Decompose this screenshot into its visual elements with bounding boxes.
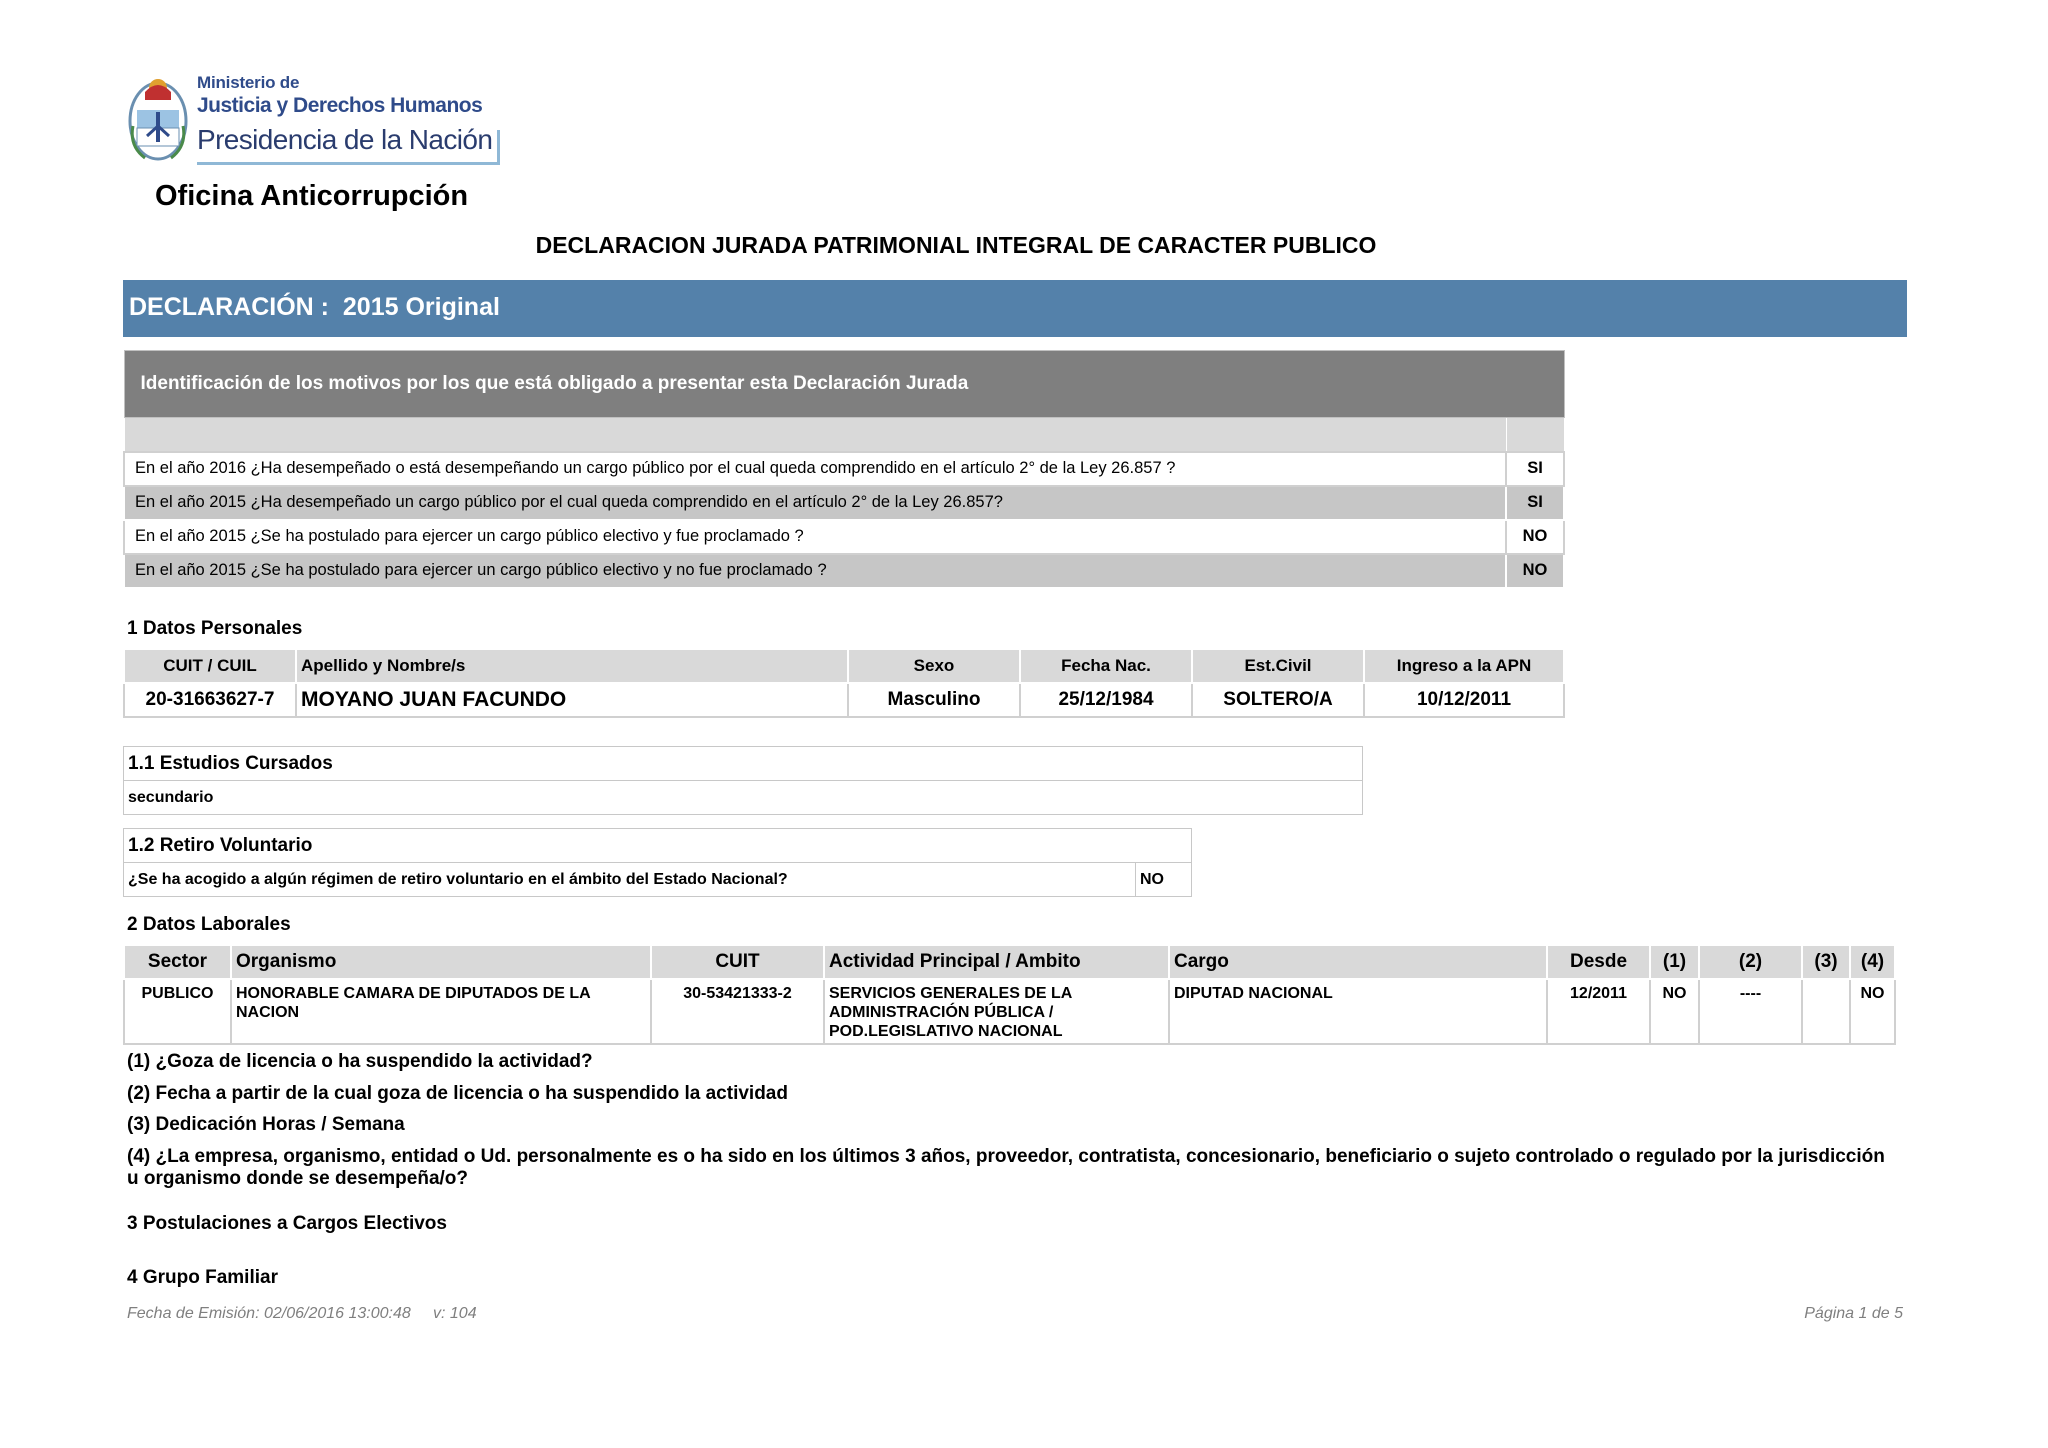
col-header: Ingreso a la APN: [1364, 649, 1564, 683]
ministry-logo: [127, 66, 507, 166]
motivos-answer: SI: [1506, 452, 1564, 486]
estudios-value: secundario: [124, 781, 1363, 815]
footnote-3: (3) Dedicación Horas / Semana: [127, 1114, 405, 1135]
civil-status-value: SOLTERO/A: [1192, 683, 1364, 717]
footnote-2: (2) Fecha a partir de la cual goza de licencia o ha suspendido la actividad: [127, 1083, 788, 1104]
cuit-value: 30-53421333-2: [651, 979, 824, 1044]
organismo-value: HONORABLE CAMARA DE DIPUTADOS DE LA NACION: [231, 979, 651, 1044]
col-header: Sector: [124, 945, 231, 979]
table-row: [124, 979, 1895, 1044]
col-header: Cargo: [1169, 945, 1547, 979]
version: v: 104: [433, 1305, 477, 1322]
declaration-label: DECLARACIÓN :: [129, 293, 329, 321]
col-header: Sexo: [848, 649, 1020, 683]
logo-line-3: Presidencia de la Nación: [197, 124, 493, 155]
section-title-postulaciones: 3 Postulaciones a Cargos Electivos: [127, 1213, 447, 1234]
estudios-table: [123, 746, 1363, 815]
birthdate-value: 25/12/1984: [1020, 683, 1192, 717]
logo-line-2: Justicia y Derechos Humanos: [197, 94, 483, 117]
apn-entry-value: 10/12/2011: [1364, 683, 1564, 717]
motivos-row: [124, 520, 1564, 554]
footnote-4: (4) ¿La empresa, organismo, entidad o Ud. personalmente es o ha sido en los últimos 3 años, proveedor, contratista, concesionario, beneficiario o sujeto controlado o regulado por la jurisdicción u organismo donde se desempeña/o?: [127, 1146, 1885, 1189]
col-header: Desde: [1547, 945, 1650, 979]
motivos-header: Identificación de los motivos por los que está obligado a presentar esta Declaración Jurada: [124, 351, 1564, 418]
logo-underline: [197, 162, 499, 165]
office-title: Oficina Anticorrupción: [155, 180, 469, 212]
footnote-1: (1) ¿Goza de licencia o ha suspendido la actividad?: [127, 1051, 593, 1072]
table-row: [124, 683, 1564, 717]
col-header: Apellido y Nombre/s: [296, 649, 848, 683]
page-number: Página 1 de 5: [1804, 1305, 1903, 1322]
section-title-estudios: 1.1 Estudios Cursados: [124, 747, 1363, 781]
col-header: Organismo: [231, 945, 651, 979]
argentina-coat-of-arms-icon: [127, 66, 189, 166]
personales-table: [123, 648, 1565, 718]
cuit-value: 20-31663627-7: [124, 683, 296, 717]
motivos-answer: NO: [1506, 520, 1564, 554]
section-title-personales: 1 Datos Personales: [127, 618, 303, 639]
motivos-answer: SI: [1506, 486, 1564, 520]
emission-date: Fecha de Emisión: 02/06/2016 13:00:48: [127, 1305, 411, 1322]
sector-value: PUBLICO: [124, 979, 231, 1044]
motivos-question: En el año 2015 ¿Se ha postulado para ejercer un cargo público electivo y no fue proclamado ?: [124, 554, 1506, 588]
retiro-answer: NO: [1136, 863, 1192, 897]
col-header: CUIT / CUIL: [124, 649, 296, 683]
section-title-grupo-familiar: 4 Grupo Familiar: [127, 1267, 278, 1288]
col3-value: [1802, 979, 1850, 1044]
retiro-table: [123, 828, 1192, 897]
retiro-question: ¿Se ha acogido a algún régimen de retiro voluntario en el ámbito del Estado Nacional?: [124, 863, 1136, 897]
desde-value: 12/2011: [1547, 979, 1650, 1044]
logo-sideline: [497, 130, 500, 165]
sex-value: Masculino: [848, 683, 1020, 717]
col-header: Est.Civil: [1192, 649, 1364, 683]
actividad-value: SERVICIOS GENERALES DE LA ADMINISTRACIÓN PÚBLICA / POD.LEGISLATIVO NACIONAL: [824, 979, 1169, 1044]
motivos-table: [123, 350, 1565, 589]
section-title-laborales: 2 Datos Laborales: [127, 914, 291, 935]
motivos-answer: NO: [1506, 554, 1564, 588]
col2-value: ----: [1699, 979, 1802, 1044]
col-header: (2): [1699, 945, 1802, 979]
declaration-value: 2015 Original: [342, 293, 500, 321]
col4-value: NO: [1850, 979, 1895, 1044]
motivos-row: [124, 486, 1564, 520]
motivos-question: En el año 2016 ¿Ha desempeñado o está desempeñando un cargo público por el cual queda comprendido en el artículo 2° de la Ley 26.857 ?: [124, 452, 1506, 486]
col-header: (3): [1802, 945, 1850, 979]
motivos-question: En el año 2015 ¿Ha desempeñado un cargo público por el cual queda comprendido en el artículo 2° de la Ley 26.857?: [124, 486, 1506, 520]
motivos-row: [124, 452, 1564, 486]
col-header: (4): [1850, 945, 1895, 979]
motivos-blank-cell: [124, 418, 1506, 452]
col-header: CUIT: [651, 945, 824, 979]
laborales-table: [123, 944, 1896, 1045]
section-title-retiro: 1.2 Retiro Voluntario: [124, 829, 1192, 863]
document-title: DECLARACION JURADA PATRIMONIAL INTEGRAL DE CARACTER PUBLICO: [535, 232, 1377, 258]
motivos-row: [124, 554, 1564, 588]
motivos-question: En el año 2015 ¿Se ha postulado para ejercer un cargo público electivo y fue proclamado ?: [124, 520, 1506, 554]
col-header: Fecha Nac.: [1020, 649, 1192, 683]
logo-line-1: Ministerio de: [197, 73, 300, 92]
col-header: (1): [1650, 945, 1699, 979]
footer-emission: [127, 1305, 477, 1323]
col-header: Actividad Principal / Ambito: [824, 945, 1169, 979]
declaration-bar: [123, 280, 1907, 337]
col1-value: NO: [1650, 979, 1699, 1044]
name-value: MOYANO JUAN FACUNDO: [296, 683, 848, 717]
cargo-value: DIPUTAD NACIONAL: [1169, 979, 1547, 1044]
motivos-blank-cell: [1506, 418, 1564, 452]
